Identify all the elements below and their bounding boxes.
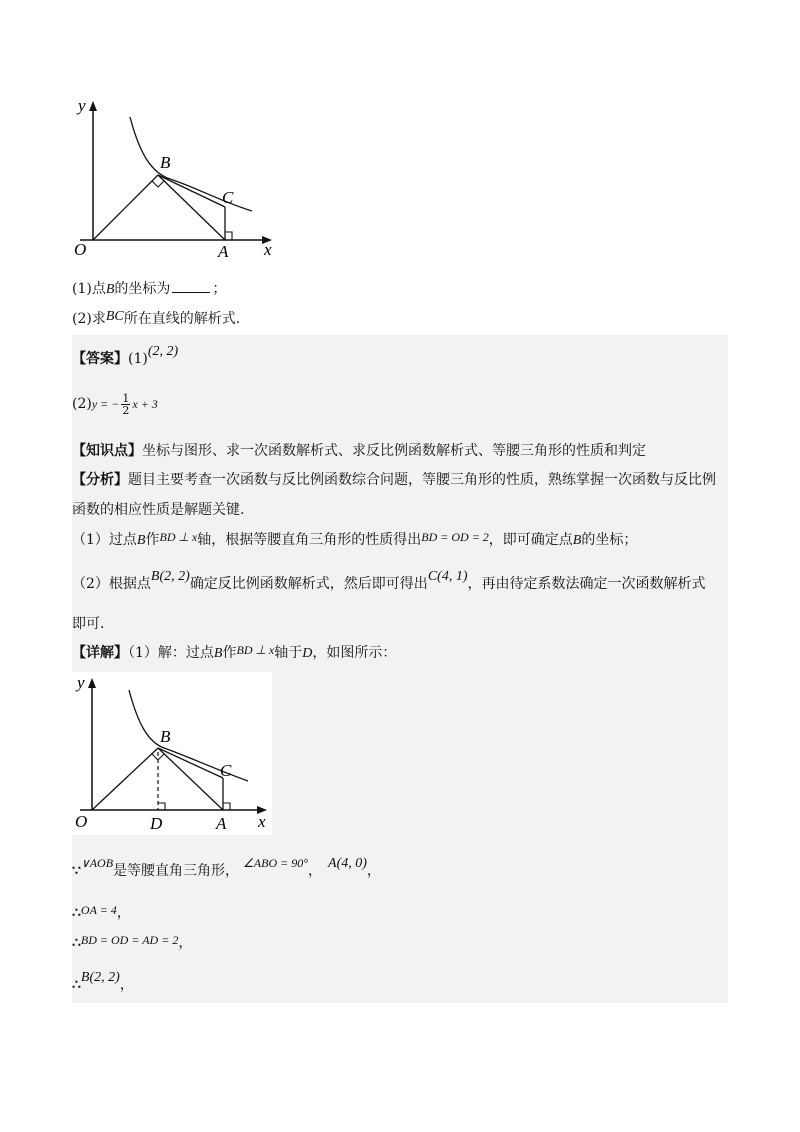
bd-equation: BD = OD = AD = 2 bbox=[80, 933, 179, 947]
q2-prefix: (2)求 bbox=[72, 311, 106, 327]
hyperbola-curve bbox=[130, 117, 252, 211]
label-C: C bbox=[222, 188, 234, 207]
detail-step3-end: ， bbox=[178, 935, 193, 951]
step2-c: 确定反比例函数解析式，然后即可得出 bbox=[189, 576, 428, 592]
detail-g: ，如图所示： bbox=[312, 645, 397, 661]
question-2 bbox=[72, 310, 240, 329]
label-A: A bbox=[216, 814, 227, 833]
answer-line-1 bbox=[72, 344, 179, 369]
analysis-line-1 bbox=[72, 471, 716, 489]
detail-step-3 bbox=[72, 934, 192, 952]
label-A: A bbox=[218, 242, 229, 260]
label-x: x bbox=[264, 240, 272, 259]
y-axis-arrow bbox=[88, 678, 96, 688]
solution-block bbox=[72, 335, 728, 1003]
fraction-denominator: 2 bbox=[122, 403, 130, 417]
segment-BA bbox=[158, 175, 225, 240]
step2-d: C(4, 1) bbox=[427, 569, 468, 584]
answer-part1-prefix: (1) bbox=[128, 351, 148, 367]
figure-1-graph bbox=[60, 95, 290, 260]
figure-2-graph bbox=[72, 672, 272, 835]
analysis-text-1: 题目主要考查一次函数与反比例函数综合问题，等腰三角形的性质，熟练掌握一次函数与反比例 bbox=[128, 472, 716, 488]
angle-ABO: ∠ABO = 90° bbox=[243, 856, 309, 870]
point-B-result: B(2, 2) bbox=[80, 970, 120, 985]
detail-b: B bbox=[213, 646, 223, 661]
label-B: B bbox=[160, 153, 171, 172]
right-angle-mark-A bbox=[225, 232, 232, 240]
answer-line-2 bbox=[72, 392, 158, 416]
question-1 bbox=[72, 280, 226, 299]
step2-b: B(2, 2) bbox=[150, 569, 190, 584]
step1-g: ，即可确定点 bbox=[488, 532, 573, 548]
therefore-symbol: ∴ bbox=[72, 905, 81, 921]
knowledge-text: 坐标与图形、求一次函数解析式、求反比例函数解析式、等腰三角形的性质和判定 bbox=[142, 443, 646, 459]
triangle-AOB: ∨AOB bbox=[80, 856, 114, 870]
therefore-symbol: ∴ bbox=[72, 935, 81, 951]
because-symbol: ∵ bbox=[72, 863, 81, 879]
detail-a: （1）解：过点 bbox=[128, 645, 214, 661]
detail-c: 作 bbox=[222, 645, 237, 661]
step1-h: B bbox=[572, 533, 582, 548]
segment-OB bbox=[93, 175, 158, 240]
step1-b: B bbox=[136, 533, 146, 548]
q1-point: B bbox=[105, 282, 115, 297]
detail-step1-text: 是等腰直角三角形， bbox=[113, 863, 240, 879]
step1-i: 的坐标； bbox=[581, 532, 638, 548]
label-O: O bbox=[75, 812, 88, 831]
answer-part2-prefix: (2) bbox=[72, 396, 92, 412]
analysis-line-2 bbox=[72, 501, 244, 519]
detail-intro bbox=[72, 644, 396, 663]
answer-part2-lhs: y = − bbox=[91, 397, 120, 411]
segment-BC bbox=[158, 175, 225, 207]
segment-OB bbox=[92, 748, 158, 810]
step1-d: BD ⊥ x bbox=[159, 530, 198, 544]
segment-BC bbox=[158, 748, 223, 778]
analysis-text-2: 函数的相应性质是解题关键. bbox=[72, 502, 245, 518]
step2-f: 即可. bbox=[72, 616, 105, 632]
answer-part1-value: (2, 2) bbox=[147, 344, 179, 359]
step1-a: （1）过点 bbox=[72, 532, 137, 548]
q1-prefix: (1)点 bbox=[72, 281, 106, 297]
segment-BA bbox=[158, 748, 223, 810]
detail-step-1 bbox=[72, 856, 381, 881]
q1-suffix: 的坐标为 bbox=[114, 281, 171, 297]
point-A: A(4, 0) bbox=[328, 856, 367, 871]
detail-step1-end: ， bbox=[366, 863, 381, 879]
answer-part2-fraction bbox=[121, 393, 130, 416]
analysis-step-2-cont bbox=[72, 615, 104, 633]
analysis-step-1 bbox=[72, 531, 637, 550]
knowledge-label: 【知识点】 bbox=[72, 443, 142, 459]
label-O: O bbox=[74, 240, 87, 259]
answer-label: 【答案】 bbox=[72, 351, 128, 367]
answer-part2-rhs: x + 3 bbox=[132, 397, 158, 411]
detail-e: 轴于 bbox=[274, 645, 303, 661]
detail-step2-end: ， bbox=[116, 905, 131, 921]
detail-step1-comma: ， bbox=[308, 863, 323, 879]
step1-e: 轴，根据等腰直角三角形的性质得出 bbox=[197, 532, 422, 548]
analysis-label: 【分析】 bbox=[72, 472, 128, 488]
detail-d: BD ⊥ x bbox=[236, 643, 275, 657]
q2-suffix: 所在直线的解析式. bbox=[123, 311, 241, 327]
detail-step4-end: ， bbox=[119, 977, 134, 993]
q1-blank bbox=[172, 292, 210, 293]
oa-equation: OA = 4 bbox=[80, 903, 117, 917]
therefore-symbol: ∴ bbox=[72, 977, 81, 993]
step2-e: ，再由待定系数法确定一次函数解析式 bbox=[467, 576, 706, 592]
label-x: x bbox=[258, 812, 266, 831]
fraction-numerator: 1 bbox=[122, 391, 130, 405]
label-D: D bbox=[150, 814, 163, 833]
detail-step-4 bbox=[72, 970, 134, 995]
label-C: C bbox=[220, 761, 232, 780]
analysis-step-2 bbox=[72, 569, 706, 594]
right-angle-mark-B bbox=[152, 181, 164, 187]
knowledge-line bbox=[72, 442, 646, 460]
step1-f: BD = OD = 2 bbox=[421, 530, 489, 544]
q2-line: BC bbox=[105, 309, 124, 324]
q1-end: ； bbox=[212, 281, 227, 297]
label-y: y bbox=[78, 96, 86, 115]
detail-step-2 bbox=[72, 904, 131, 922]
y-axis-arrow bbox=[89, 101, 97, 111]
step1-c: 作 bbox=[145, 532, 160, 548]
detail-f: D bbox=[302, 646, 313, 661]
label-B: B bbox=[160, 727, 171, 746]
label-y: y bbox=[77, 673, 85, 692]
right-angle-mark-A bbox=[223, 803, 230, 810]
right-angle-mark-D bbox=[158, 803, 165, 810]
step2-a: （2）根据点 bbox=[72, 576, 151, 592]
detail-label: 【详解】 bbox=[72, 645, 128, 661]
